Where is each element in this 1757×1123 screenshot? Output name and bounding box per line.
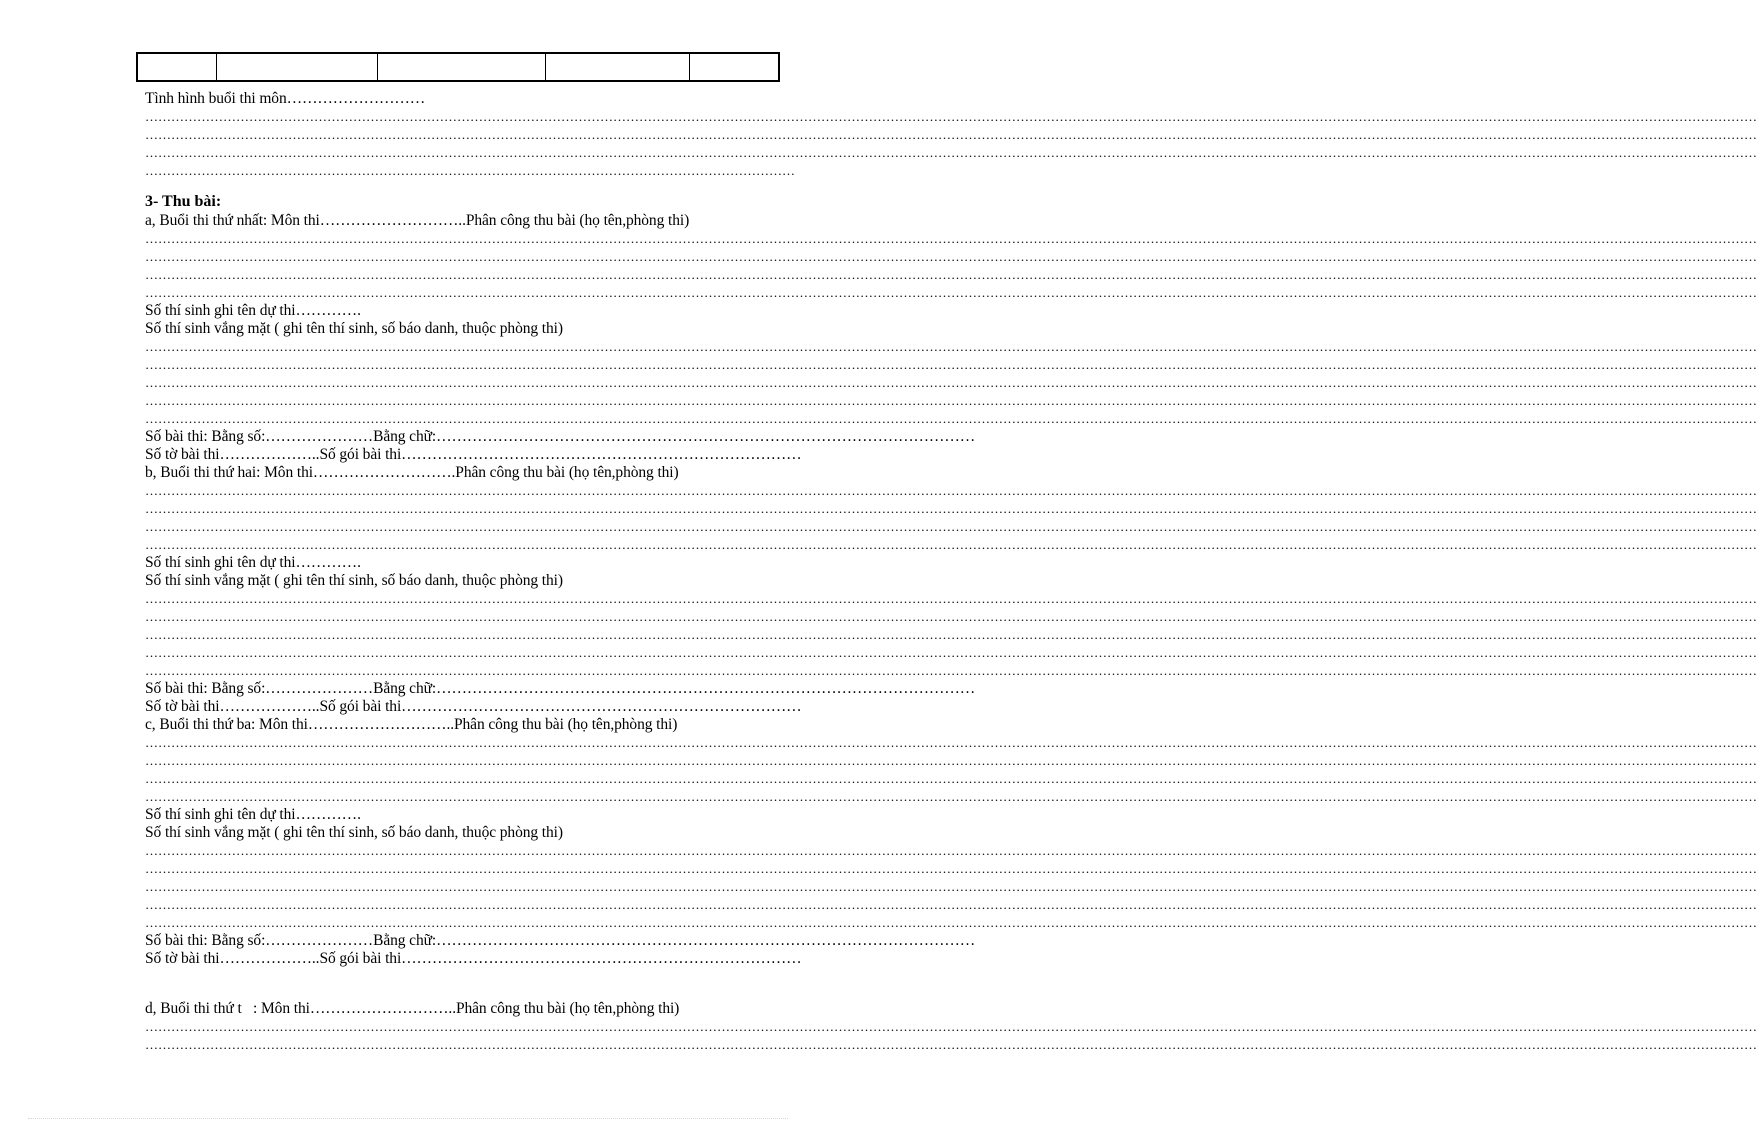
dotted-line: ………………………………………………………………………………………………………………………………………………………………………………………………………………………………………………………………………………………………………………………………………… [145,879,1757,894]
dotted-line: ………………………………………………………………………………………………………………………………………………………………………………………………………………………………………………………………………………………………………………………………………… [145,357,1757,372]
header-table-cell [546,53,690,81]
session-b-absent: Số thí sinh vắng mặt ( ghi tên thí sinh, số báo danh, thuộc phòng thi) [145,572,563,589]
page-bottom-divider [28,1118,788,1120]
session-c-registered: Số thí sinh ghi tên dự thi…………. [145,806,361,823]
dotted-line-short: …………………………………………………………………………………………………………………………………… [145,163,795,178]
dotted-line: ………………………………………………………………………………………………………………………………………………………………………………………………………………………………………………………………………………………………………………………………………… [145,645,1757,660]
dotted-line: ………………………………………………………………………………………………………………………………………………………………………………………………………………………………………………………………………………………………………………………………………… [145,231,1757,246]
dotted-line: ………………………………………………………………………………………………………………………………………………………………………………………………………………………………………………………………………………………………………………………………………… [145,663,1757,678]
dotted-line: ………………………………………………………………………………………………………………………………………………………………………………………………………………………………………………………………………………………………………………………………………… [145,843,1757,858]
dotted-line: ………………………………………………………………………………………………………………………………………………………………………………………………………………………………………………………………………………………………………………………………………… [145,1019,1757,1034]
dotted-line: ………………………………………………………………………………………………………………………………………………………………………………………………………………………………………………………………………………………………………………………………………… [145,411,1757,426]
session-b-papers-count: Số bài thi: Bằng số:…………………Bằng chữ:…………………………………………………………………………………………… [145,680,976,697]
dotted-line: ………………………………………………………………………………………………………………………………………………………………………………………………………………………………………………………………………………………………………………………………………… [145,627,1757,642]
session-a-absent: Số thí sinh vắng mặt ( ghi tên thí sinh, số báo danh, thuộc phòng thi) [145,320,563,337]
dotted-line: ………………………………………………………………………………………………………………………………………………………………………………………………………………………………………………………………………………………………………………………………………… [145,339,1757,354]
dotted-line: ………………………………………………………………………………………………………………………………………………………………………………………………………………………………………………………………………………………………………………………………………… [145,285,1757,300]
dotted-line: ………………………………………………………………………………………………………………………………………………………………………………………………………………………………………………………………………………………………………………………………………… [145,1037,1757,1052]
session-a-sheets: Số tờ bài thi………………..Số gói bài thi…………………………………………………………………… [145,446,802,463]
session-c-absent: Số thí sinh vắng mặt ( ghi tên thí sinh, số báo danh, thuộc phòng thi) [145,824,563,841]
situation-label: Tình hình buổi thi môn……………………… [145,90,426,107]
header-table-cell [217,53,378,81]
dotted-line: ………………………………………………………………………………………………………………………………………………………………………………………………………………………………………………………………………………………………………………………………………… [145,789,1757,804]
session-c-sheets: Số tờ bài thi………………..Số gói bài thi…………………………………………………………………… [145,950,802,967]
dotted-line: ………………………………………………………………………………………………………………………………………………………………………………………………………………………………………………………………………………………………………………………………………… [145,483,1757,498]
header-table-cell [137,53,217,81]
session-c-title: c, Buổi thi thứ ba: Môn thi………………………..Phân công thu bài (họ tên,phòng thi) [145,716,678,733]
dotted-line: ………………………………………………………………………………………………………………………………………………………………………………………………………………………………………………………………………………………………………………………………………… [145,897,1757,912]
dotted-line: ………………………………………………………………………………………………………………………………………………………………………………………………………………………………………………………………………………………………………………………………………… [145,609,1757,624]
session-c-papers-count: Số bài thi: Bằng số:…………………Bằng chữ:…………………………………………………………………………………………… [145,932,976,949]
session-b-registered: Số thí sinh ghi tên dự thi…………. [145,554,361,571]
dotted-line: ………………………………………………………………………………………………………………………………………………………………………………………………………………………………………………………………………………………………………………………………………… [145,501,1757,516]
dotted-line: ………………………………………………………………………………………………………………………………………………………………………………………………………………………………………………………………………………………………………………………………………… [145,375,1757,390]
header-table-cell [378,53,546,81]
dotted-line: ………………………………………………………………………………………………………………………………………………………………………………………………………………………………………………………………………………………………………………………………………… [145,915,1757,930]
section-heading: 3- Thu bài: [145,193,222,210]
dotted-line: ………………………………………………………………………………………………………………………………………………………………………………………………………………………………………………………………………………………………………………………………………… [145,267,1757,282]
dotted-line: ………………………………………………………………………………………………………………………………………………………………………………………………………………………………………………………………………………………………………………………………………… [145,591,1757,606]
header-table [136,52,780,82]
spacer [145,968,767,1000]
dotted-line: ………………………………………………………………………………………………………………………………………………………………………………………………………………………………………………………………………………………………………………………………………… [145,127,1757,142]
dotted-line: ………………………………………………………………………………………………………………………………………………………………………………………………………………………………………………………………………………………………………………………………………… [145,861,1757,876]
dotted-line: ………………………………………………………………………………………………………………………………………………………………………………………………………………………………………………………………………………………………………………………………………… [145,519,1757,534]
spacer [145,180,767,192]
dotted-line: ………………………………………………………………………………………………………………………………………………………………………………………………………………………………………………………………………………………………………………………………………… [145,771,1757,786]
dotted-line: ………………………………………………………………………………………………………………………………………………………………………………………………………………………………………………………………………………………………………………………………………… [145,537,1757,552]
session-a-title: a, Buổi thi thứ nhất: Môn thi………………………..Phân công thu bài (họ tên,phòng thi) [145,212,690,229]
session-a-papers-count: Số bài thi: Bằng số:…………………Bằng chữ:…………………………………………………………………………………………… [145,428,976,445]
header-table-cell [690,53,780,81]
dotted-line: ………………………………………………………………………………………………………………………………………………………………………………………………………………………………………………………………………………………………………………………………………… [145,393,1757,408]
dotted-line: ………………………………………………………………………………………………………………………………………………………………………………………………………………………………………………………………………………………………………………………………………… [145,753,1757,768]
session-b-title: b, Buổi thi thứ hai: Môn thi……………………….Phân công thu bài (họ tên,phòng thi) [145,464,679,481]
dotted-line: ………………………………………………………………………………………………………………………………………………………………………………………………………………………………………………………………………………………………………………………………………… [145,249,1757,264]
dotted-line: ………………………………………………………………………………………………………………………………………………………………………………………………………………………………………………………………………………………………………………………………………… [145,109,1757,124]
dotted-line: ………………………………………………………………………………………………………………………………………………………………………………………………………………………………………………………………………………………………………………………………………… [145,145,1757,160]
dotted-line: ………………………………………………………………………………………………………………………………………………………………………………………………………………………………………………………………………………………………………………………………………… [145,735,1757,750]
document-body [145,90,1757,1054]
session-a-registered: Số thí sinh ghi tên dự thi…………. [145,302,361,319]
session-b-sheets: Số tờ bài thi………………..Số gói bài thi…………………………………………………………………… [145,698,802,715]
session-d-title: d, Buổi thi thứ t : Môn thi………………………..Phân công thu bài (họ tên,phòng thi) [145,1000,680,1017]
